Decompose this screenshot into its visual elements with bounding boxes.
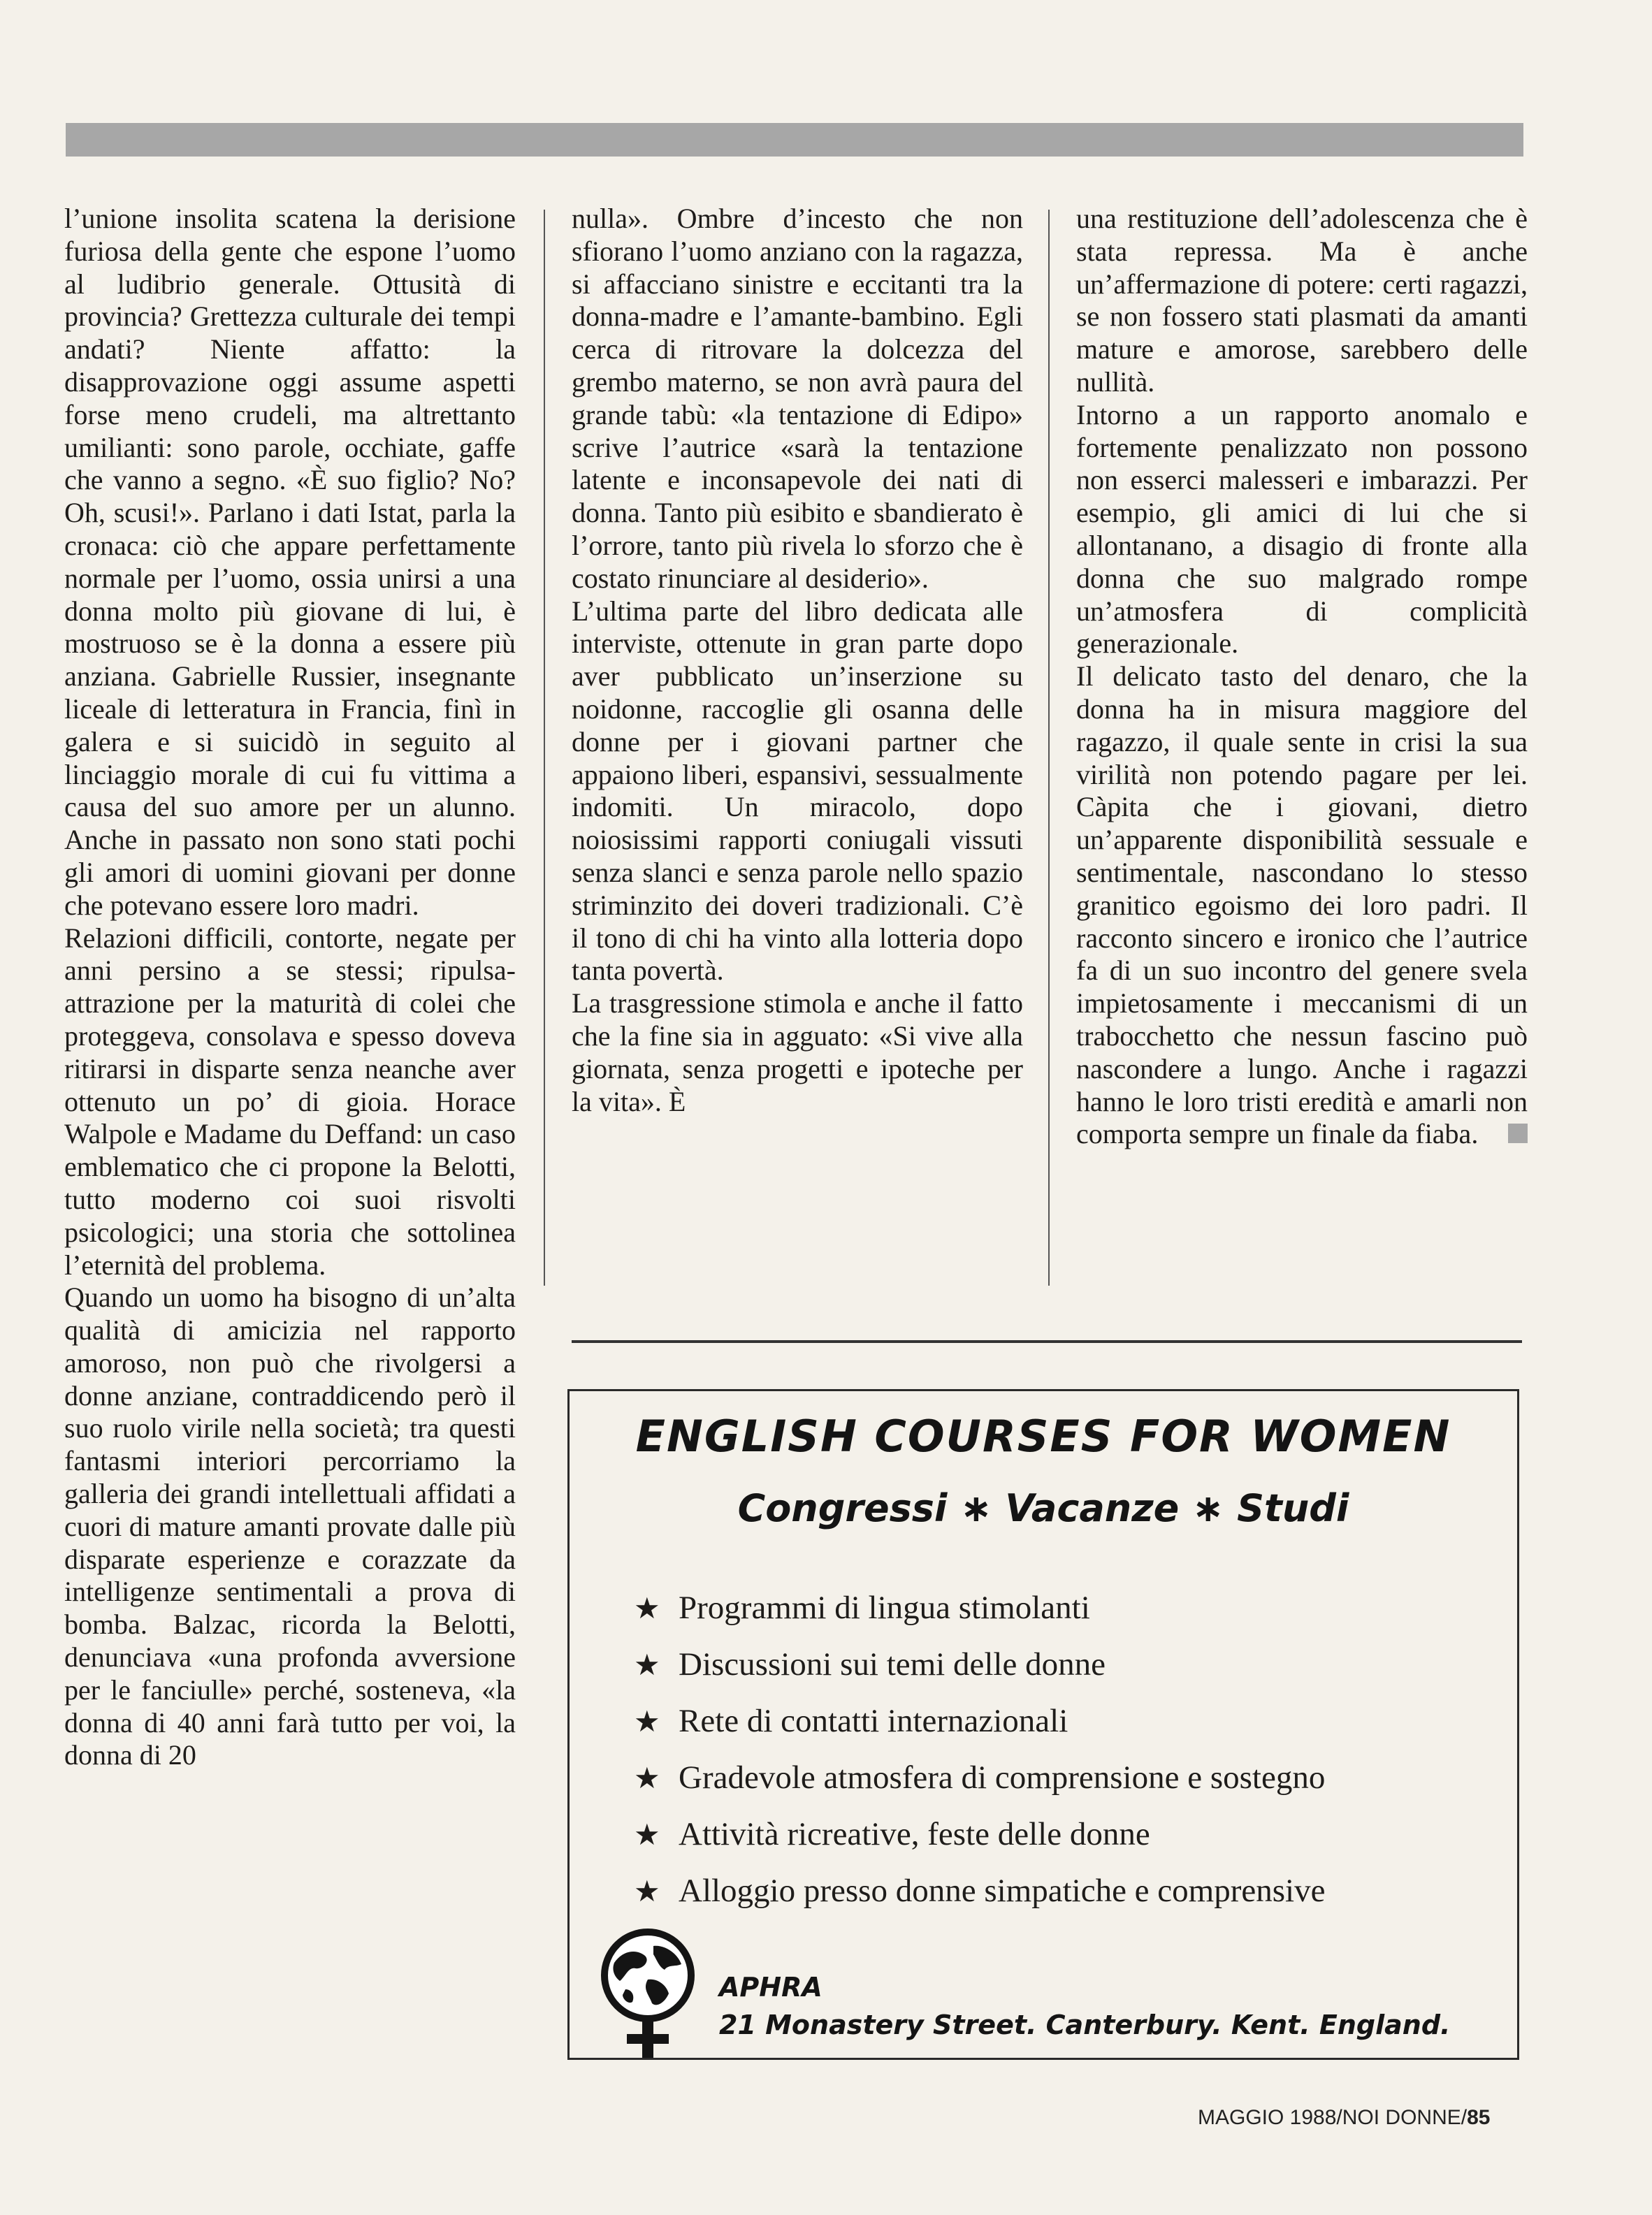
organization-name: APHRA xyxy=(719,1972,823,2003)
star-icon: ★ xyxy=(634,1591,660,1625)
paragraph: l’unione insolita scatena la derisione furiosa della gente che espone l’uomo al ludibrio generale. Ottusità di provincia? Grettezza culturale dei tempi andati? Niente affatto: la disapprovazione oggi assume aspetti forse meno crudeli, ma altrettanto umilianti: sono parole, occhiate, gaffe che vanno a segno. «È suo figlio? No? Oh, scusi!». Parlano i dati Istat, parla la cronaca: ciò che appare perfettamente normale per l’uomo, ossia unirsi a una donna molto più giovane di lui, è mostruoso se è la donna a essere più anziana. Gabrielle Russier, insegnante liceale di letteratura in Francia, finì in galera e si suicidò in seguito al linciaggio morale di cui fu vittima a causa del suo amore per un alunno. Anche in passato non sono stati pochi gli amori di uomini giovani per donne che potevano essere loro madri. xyxy=(64,203,516,921)
ad-feature-item: ★ Discussioni sui temi delle donne xyxy=(634,1636,1325,1693)
ad-feature-item: ★ Attività ricreative, feste delle donne xyxy=(634,1806,1325,1863)
ad-title: ENGLISH COURSES FOR WOMEN xyxy=(635,1411,1451,1462)
paragraph: L’ultima parte del libro dedicata alle interviste, ottenute in gran parte dopo aver pubblicato un’inserzione su noidonne, raccoglie gli osanna delle donne per i giovani partner che appaiono liberi, espansivi, sessualmente indomiti. Un miracolo, dopo noiosissimi rapporti coniugali vissuti senza slanci e senza parole nello spazio striminzito dei doveri tradizionali. C’è il tono di chi ha vinto alla lotteria dopo tanta povertà. xyxy=(572,595,1023,987)
paragraph-text: Il delicato tasto del denaro, che la donna ha in misura maggiore del ragazzo, il quale sente in crisi la sua virilità non potendo pagare per lei. Càpita che i giovani, dietro un’apparente disponibilità sessuale e sentimentale, nascondano lo stesso granitico egoismo dei loro padri. Il racconto sincero e ironico che l’autrice fa di un suo incontro del genere svela impietosamente i meccanismi di un trabocchetto che nessun fascino può nascondere a lungo. Anche i ragazzi hanno le loro tristi eredità e amarli non comporta sempre un finale da fiaba. xyxy=(1076,660,1528,1150)
paragraph: La trasgressione stimola e anche il fatto che la fine sia in agguato: «Si vive alla giornata, senza progetti e ipoteche per la vita». È xyxy=(572,987,1023,1117)
ad-feature-list xyxy=(634,1580,1325,1919)
issue-label: MAGGIO 1988/NOI DONNE/ xyxy=(1198,2106,1468,2129)
article-column-3 xyxy=(1076,203,1528,1349)
header-band xyxy=(66,123,1523,157)
paragraph: una restituzione dell’adolescenza che è stata repressa. Ma è anche un’affermazione di potere: certi ragazzi, se non fossero stati plasmati da amanti mature e amorose, sarebbero delle nullità. xyxy=(1076,203,1528,398)
paragraph: Relazioni difficili, contorte, negate per anni persino a se stessi; ripulsa-attrazione per la maturità di colei che proteggeva, consolava e spesso doveva ritirarsi in disparte senza neanche aver ottenuto un po’ di gioia. Horace Walpole e Madame du Deffand: un caso emblematico che ci propone la Belotti, tutto moderno coi suoi risvolti psicologici; una storia che sottolinea l’eternità del problema. xyxy=(64,922,516,1281)
ad-feature-item: ★ Alloggio presso donne simpatiche e comprensive xyxy=(634,1863,1325,1919)
end-of-article-mark xyxy=(1508,1124,1528,1143)
paragraph: nulla». Ombre d’incesto che non sfiorano l’uomo anziano con la ragazza, si affacciano sinistre e eccitanti tra la donna-madre e l’amante-bambino. Egli cerca di ritrovare la dolcezza del grembo materno, se non avrà paura del grande tabù: «la tentazione di Edipo» scrive l’autrice «sarà la tentazione latente e inconsapevole dei nati di donna. Tanto più esibito e sbandierato è l’orrore, tanto più rivela lo sforzo che è costato rinunciare al desiderio». xyxy=(572,203,1023,594)
paragraph xyxy=(1076,660,1528,1151)
star-icon: ★ xyxy=(634,1874,660,1908)
paragraph: Intorno a un rapporto anomalo e fortemente penalizzato non possono non esserci malesseri e imbarazzi. Per esempio, gli amici di lui che si allontanano, a disagio di fronte alla donna che suo malgrado rompe un’atmosfera di complicità generazionale. xyxy=(1076,398,1528,660)
ad-feature-item: ★ Programmi di lingua stimolanti xyxy=(634,1580,1325,1636)
page-footer xyxy=(1198,2106,1490,2130)
section-rule xyxy=(572,1340,1522,1343)
globe-venus-logo-icon xyxy=(586,1925,709,2062)
article-column-1 xyxy=(64,203,516,2075)
advertisement-box xyxy=(567,1389,1519,2060)
column-divider xyxy=(544,210,545,1286)
organization-address: 21 Monastery Street. Canterbury. Kent. England. xyxy=(719,2010,1451,2040)
star-icon: ★ xyxy=(634,1817,660,1852)
page-number: 85 xyxy=(1467,2106,1491,2129)
ad-organization xyxy=(719,1968,1450,2044)
ad-subtitle: Congressi ∗ Vacanze ∗ Studi xyxy=(737,1486,1349,1530)
star-icon: ★ xyxy=(634,1761,660,1795)
ad-feature-item: ★ Gradevole atmosfera di comprensione e sostegno xyxy=(634,1750,1325,1806)
column-divider xyxy=(1048,210,1050,1286)
article-column-2 xyxy=(572,203,1023,1349)
ad-feature-item: ★ Rete di contatti internazionali xyxy=(634,1693,1325,1750)
paragraph: Quando un uomo ha bisogno di un’alta qualità di amicizia nel rapporto amoroso, non può che rivolgersi a donne anziane, contraddicendo però il suo ruolo virile nella società; tra questi fantasmi interiori percorriamo la galleria dei grandi intellettuali affidati a cuori di mature amanti provate dalle più disparate esperienze e corazzate da intelligenze sentimentali a prova di bomba. Balzac, ricorda la Belotti, denunciava «una profonda avversione per le fanciulle» perché, sosteneva, «la donna di 40 anni farà tutto per voi, la donna di 20 xyxy=(64,1281,516,1771)
star-icon: ★ xyxy=(634,1704,660,1738)
star-icon: ★ xyxy=(634,1648,660,1682)
